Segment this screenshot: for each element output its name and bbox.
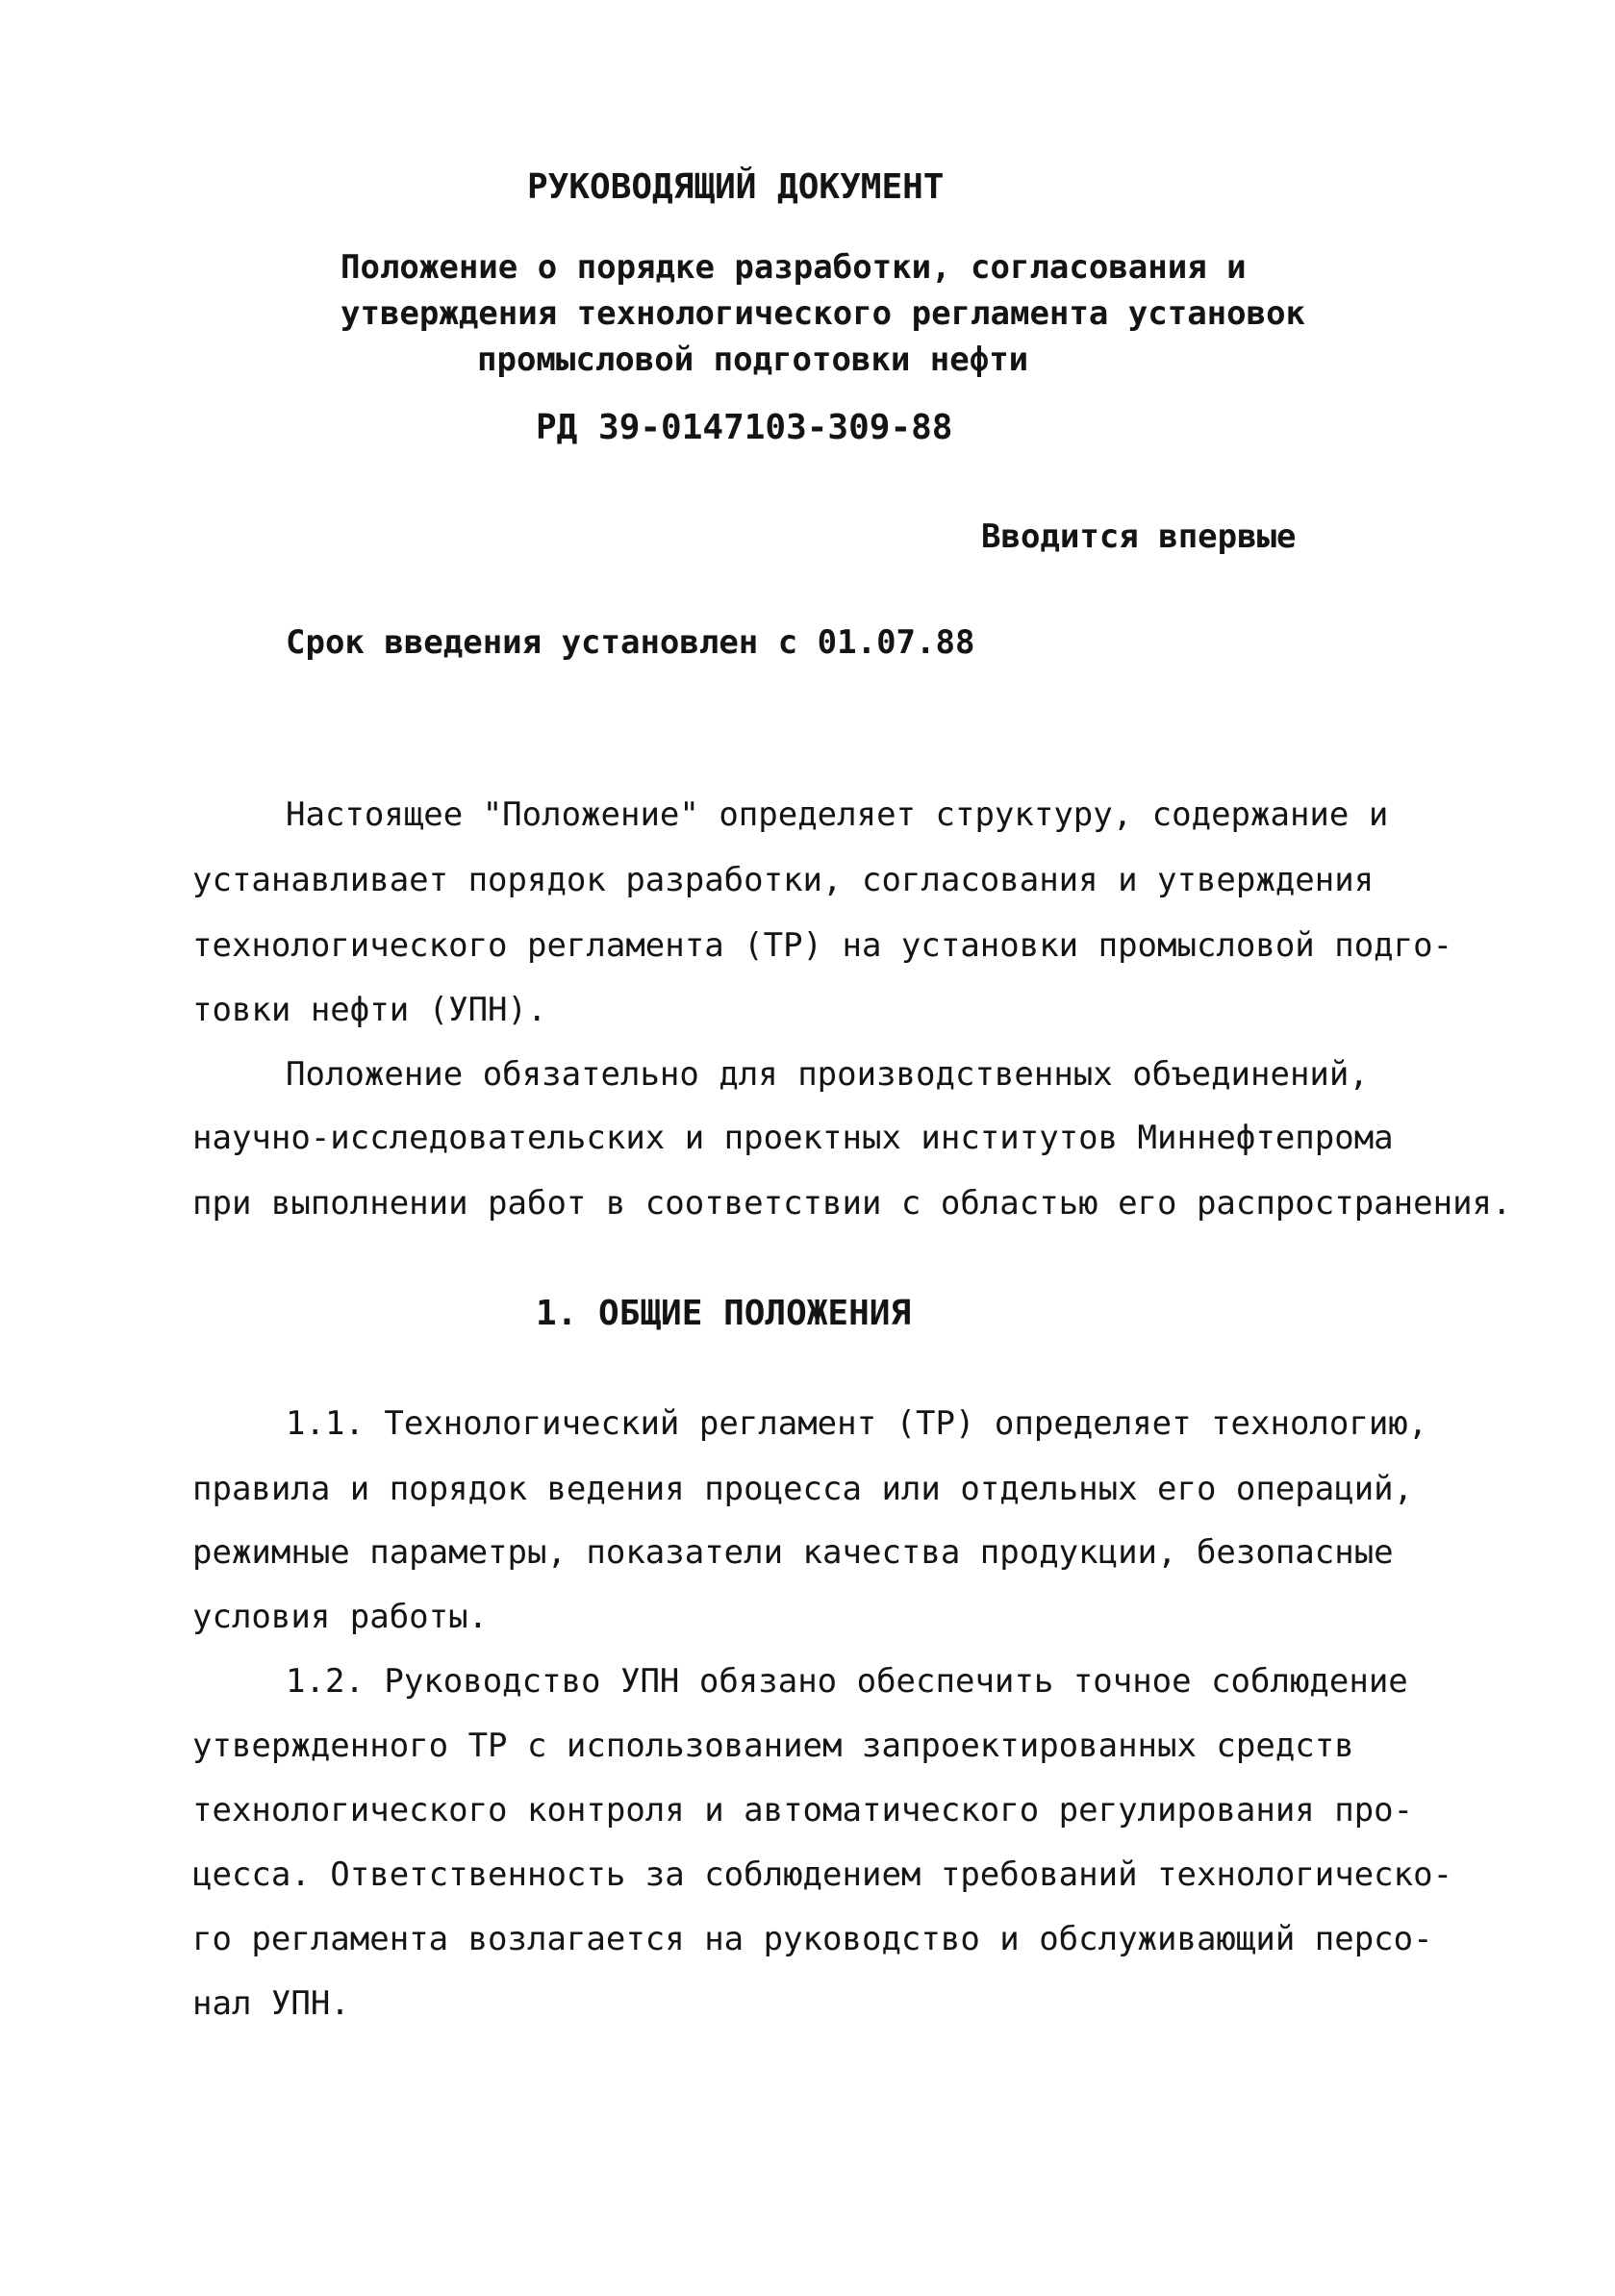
preamble-p2-line-2: научно-исследовательских и проектных институтов Миннефтепрома xyxy=(192,1119,1394,1157)
item-1-1-line-1: 1.1. Технологический регламент (ТР) определяет технологию, xyxy=(286,1404,1428,1443)
preamble-p1-line-4: товки нефти (УПН). xyxy=(192,991,547,1029)
item-1-2-line-3: технологического контроля и автоматического регулирования про- xyxy=(192,1791,1414,1829)
item-1-2-line-4: цесса. Ответственность за соблюдением требований технологическо- xyxy=(192,1855,1453,1894)
item-1-2-line-1: 1.2. Руководство УПН обязано обеспечить точное соблюдение xyxy=(286,1662,1408,1701)
document-type: РУКОВОДЯЩИЙ ДОКУМЕНТ xyxy=(527,167,945,207)
item-1-1-line-2: правила и порядок ведения процесса или отдельных его операций, xyxy=(192,1470,1414,1508)
effective-date: Срок введения установлен с 01.07.88 xyxy=(286,623,975,662)
intro-status: Вводится впервые xyxy=(981,517,1297,556)
title-line-3: промысловой подготовки нефти xyxy=(477,341,1029,379)
preamble-p2-line-1: Положение обязательно для производственных объединений, xyxy=(286,1055,1369,1094)
title-line-1: Положение о порядке разработки, согласования и xyxy=(341,248,1247,287)
preamble-p1-line-3: технологического регламента (ТР) на установки промысловой подго- xyxy=(192,926,1453,965)
preamble-p1-line-1: Настоящее "Положение" определяет структуру, содержание и xyxy=(286,795,1389,834)
preamble-p2-line-3: при выполнении работ в соответствии с областью его распространения. xyxy=(192,1184,1512,1223)
preamble-p1-line-2: устанавливает порядок разработки, согласования и утверждения xyxy=(192,861,1375,899)
item-1-1-line-3: режимные параметры, показатели качества продукции, безопасные xyxy=(192,1533,1394,1572)
title-line-2: утверждения технологического регламента установок xyxy=(341,294,1306,333)
document-code: РД 39-0147103-309-88 xyxy=(536,408,953,447)
item-1-2-line-2: утвержденного ТР с использованием запроектированных средств xyxy=(192,1727,1354,1765)
item-1-2-line-5: го регламента возлагается на руководство и обслуживающий персо- xyxy=(192,1920,1433,1958)
section-heading: 1. ОБЩИЕ ПОЛОЖЕНИЯ xyxy=(536,1294,912,1333)
item-1-1-line-4: условия работы. xyxy=(192,1598,489,1636)
item-1-2-line-6: нал УПН. xyxy=(192,1984,350,2023)
